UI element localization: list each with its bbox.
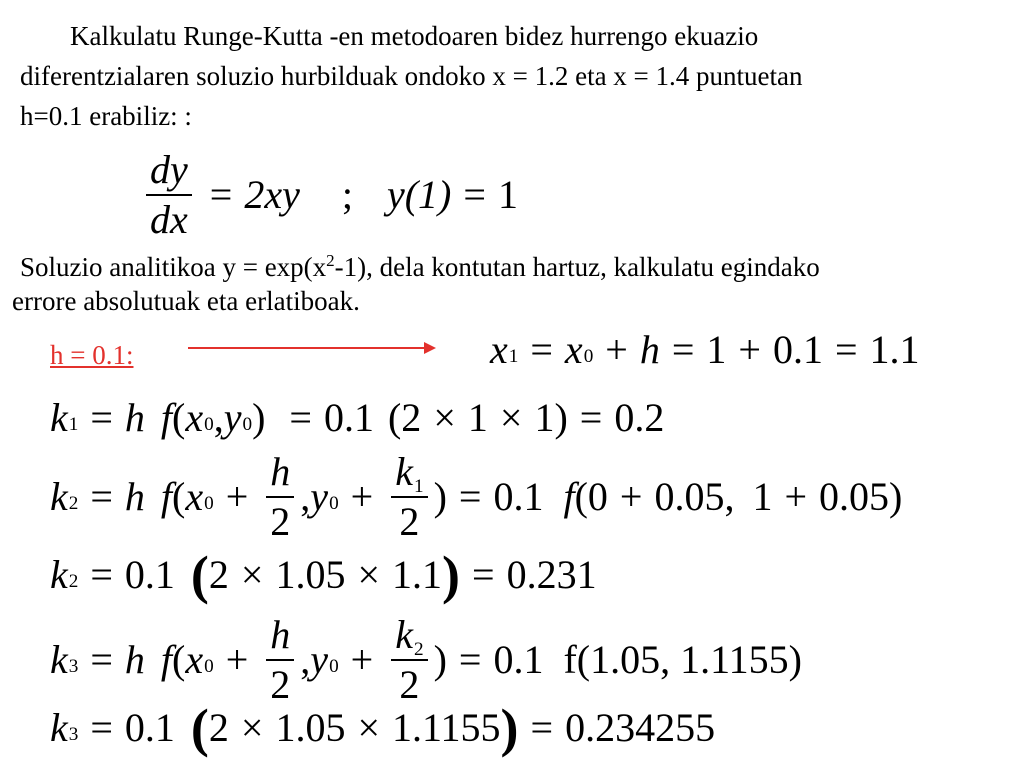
- analytic-post: -1), dela kontutan hartuz, kalkulatu egindako: [334, 252, 820, 282]
- intro-line-3: h=0.1 erabiliz: :: [20, 101, 192, 131]
- k2-equation: k 2 = 0.1 ( 2 × 1.05 × 1.1 ) = 0.231: [50, 545, 597, 606]
- k3-value: 0.234255: [565, 704, 716, 750]
- equation-rhs: 2xy: [244, 172, 300, 217]
- x1-result: 1.1: [869, 327, 920, 372]
- initial-value: 1: [497, 172, 518, 217]
- fraction-bar: [146, 194, 192, 196]
- derivative-denominator: dx: [150, 197, 188, 242]
- equals-sign: =: [209, 172, 233, 217]
- analytic-sup: 2: [326, 251, 335, 270]
- derivative-numerator: dy: [150, 147, 188, 192]
- equation-separator: ;: [341, 172, 353, 217]
- k3-formula: k 3 = h f ( x 0 + $\frac{h}{2}$ , y 0 + $\frac{k2}{2}$ ) = 0.1 f(1.05, 1.1155): [50, 612, 802, 707]
- k1-value: 0.2: [614, 395, 665, 440]
- step-label: h = 0.1:: [50, 340, 134, 370]
- differential-equation: [140, 147, 518, 242]
- analytic-pre: Soluzio analitikoa y = exp(x: [20, 252, 327, 282]
- k3-args: f(1.05, 1.1155): [563, 637, 802, 682]
- x1-equation: x 1 = x 0 + h = 1 + 0.1 = 1.1: [490, 327, 920, 372]
- arrow-icon: [188, 338, 438, 358]
- k1-equation: k 1 = h f ( x 0 , y 0 ) = 0.1 (2 × 1 × 1) = 0.2: [50, 395, 665, 440]
- analytic-line-1: [20, 243, 820, 285]
- k3-equation: k 3 = 0.1 ( 2 × 1.05 × 1.1155 ) = 0.234255: [50, 698, 716, 759]
- equals-sign-2: =: [463, 172, 486, 217]
- derivative-fraction: [146, 147, 192, 242]
- analytic-line-2: errore absolutuak eta erlatiboak.: [12, 286, 360, 316]
- initial-condition: y(1): [386, 172, 452, 217]
- intro-line-2: diferentzialaren soluzio hurbilduak ondoko x = 1.2 eta x = 1.4 puntuetan: [20, 61, 803, 91]
- intro-line-1: Kalkulatu Runge-Kutta -en metodoaren bidez hurrengo ekuazio: [70, 21, 759, 51]
- k2-formula: k 2 = h f ( x 0 + $\frac{h}{2}$ , y 0 + $\frac{k1}{2}$ ) = 0.1 f (0 + 0.05, 1 + 0.05): [50, 449, 903, 544]
- k2-value: 0.231: [506, 551, 597, 597]
